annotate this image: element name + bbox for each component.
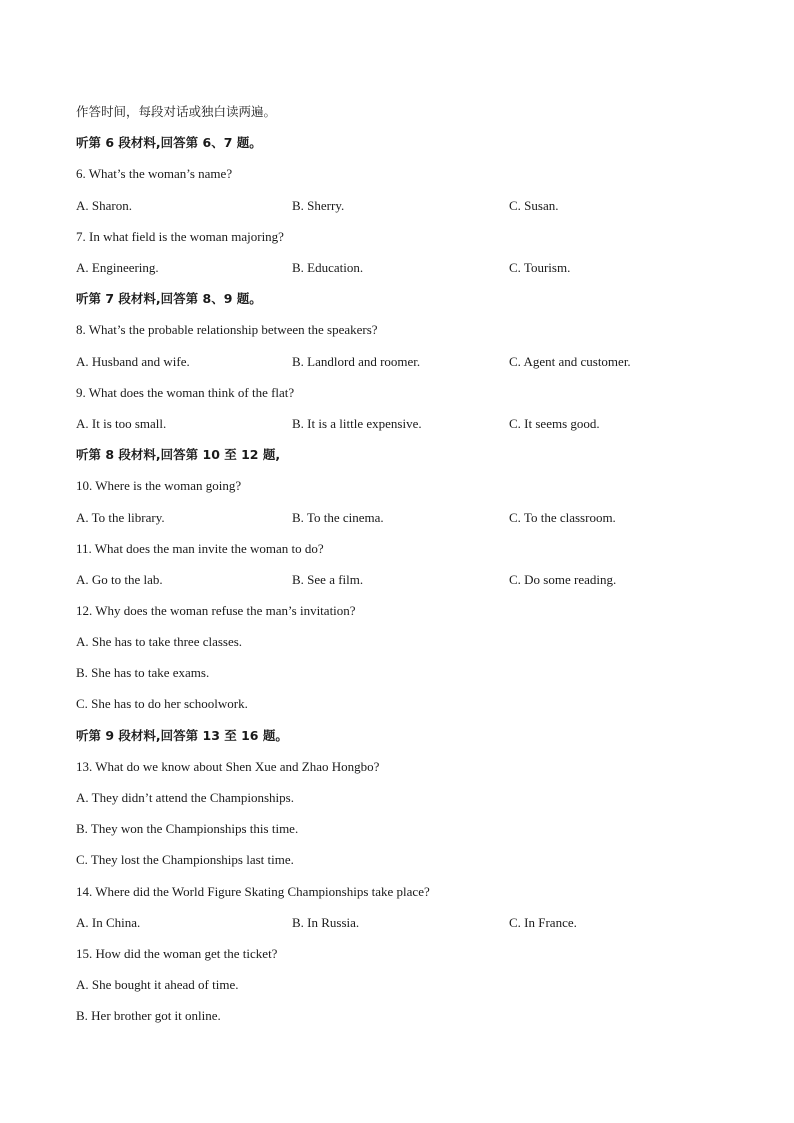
option-8a: A. Husband and wife. xyxy=(76,354,190,369)
option-14a: A. In China. xyxy=(76,915,141,930)
option-8b: B. Landlord and roomer. xyxy=(292,354,421,369)
option-13a: A. They didn’t attend the Championships. xyxy=(76,790,294,805)
question-10: 10. Where is the woman going? xyxy=(76,478,242,493)
question-13: 13. What do we know about Shen Xue and Zhao Hongbo? xyxy=(76,759,380,774)
options-11 xyxy=(76,572,716,588)
option-10b: B. To the cinema. xyxy=(292,510,384,525)
question-12: 12. Why does the woman refuse the man’s invitation? xyxy=(76,603,356,618)
option-6b: B. Sherry. xyxy=(292,198,345,213)
option-6a: A. Sharon. xyxy=(76,198,132,213)
option-14c: C. In France. xyxy=(509,915,577,930)
section-heading-9: 听第 9 段材料,回答第 13 至 16 题。 xyxy=(76,728,288,743)
option-10c: C. To the classroom. xyxy=(509,510,616,525)
option-13c: C. They lost the Championships last time. xyxy=(76,852,294,867)
option-12c: C. She has to do her schoolwork. xyxy=(76,696,248,711)
option-11b: B. See a film. xyxy=(292,572,364,587)
section-heading-8: 听第 8 段材料,回答第 10 至 12 题, xyxy=(76,447,281,462)
option-8c: C. Agent and customer. xyxy=(509,354,631,369)
option-15a: A. She bought it ahead of time. xyxy=(76,977,239,992)
option-9b: B. It is a little expensive. xyxy=(292,416,422,431)
question-14: 14. Where did the World Figure Skating Championships take place? xyxy=(76,884,430,899)
question-7: 7. In what field is the woman majoring? xyxy=(76,229,284,244)
option-12b: B. She has to take exams. xyxy=(76,665,210,680)
options-10 xyxy=(76,510,716,526)
options-9 xyxy=(76,416,716,432)
option-9c: C. It seems good. xyxy=(509,416,600,431)
option-13b: B. They won the Championships this time. xyxy=(76,821,299,836)
option-7c: C. Tourism. xyxy=(509,260,571,275)
section-heading-7: 听第 7 段材料,回答第 8、9 题。 xyxy=(76,291,262,306)
option-10a: A. To the library. xyxy=(76,510,165,525)
question-11: 11. What does the man invite the woman to do? xyxy=(76,541,324,556)
section-heading-6: 听第 6 段材料,回答第 6、7 题。 xyxy=(76,135,262,150)
instructions-text: 作答时间，每段对话或独白读两遍。 xyxy=(76,104,277,119)
option-7b: B. Education. xyxy=(292,260,364,275)
option-11a: A. Go to the lab. xyxy=(76,572,163,587)
options-7 xyxy=(76,260,716,276)
question-9: 9. What does the woman think of the flat? xyxy=(76,385,295,400)
question-8: 8. What’s the probable relationship between the speakers? xyxy=(76,322,378,337)
options-14 xyxy=(76,915,716,931)
option-7a: A. Engineering. xyxy=(76,260,159,275)
option-6c: C. Susan. xyxy=(509,198,559,213)
option-9a: A. It is too small. xyxy=(76,416,167,431)
option-11c: C. Do some reading. xyxy=(509,572,617,587)
option-12a: A. She has to take three classes. xyxy=(76,634,243,649)
options-6 xyxy=(76,198,716,214)
option-15b: B. Her brother got it online. xyxy=(76,1008,221,1023)
option-14b: B. In Russia. xyxy=(292,915,360,930)
question-15: 15. How did the woman get the ticket? xyxy=(76,946,278,961)
options-8 xyxy=(76,354,716,370)
question-6: 6. What’s the woman’s name? xyxy=(76,166,233,181)
